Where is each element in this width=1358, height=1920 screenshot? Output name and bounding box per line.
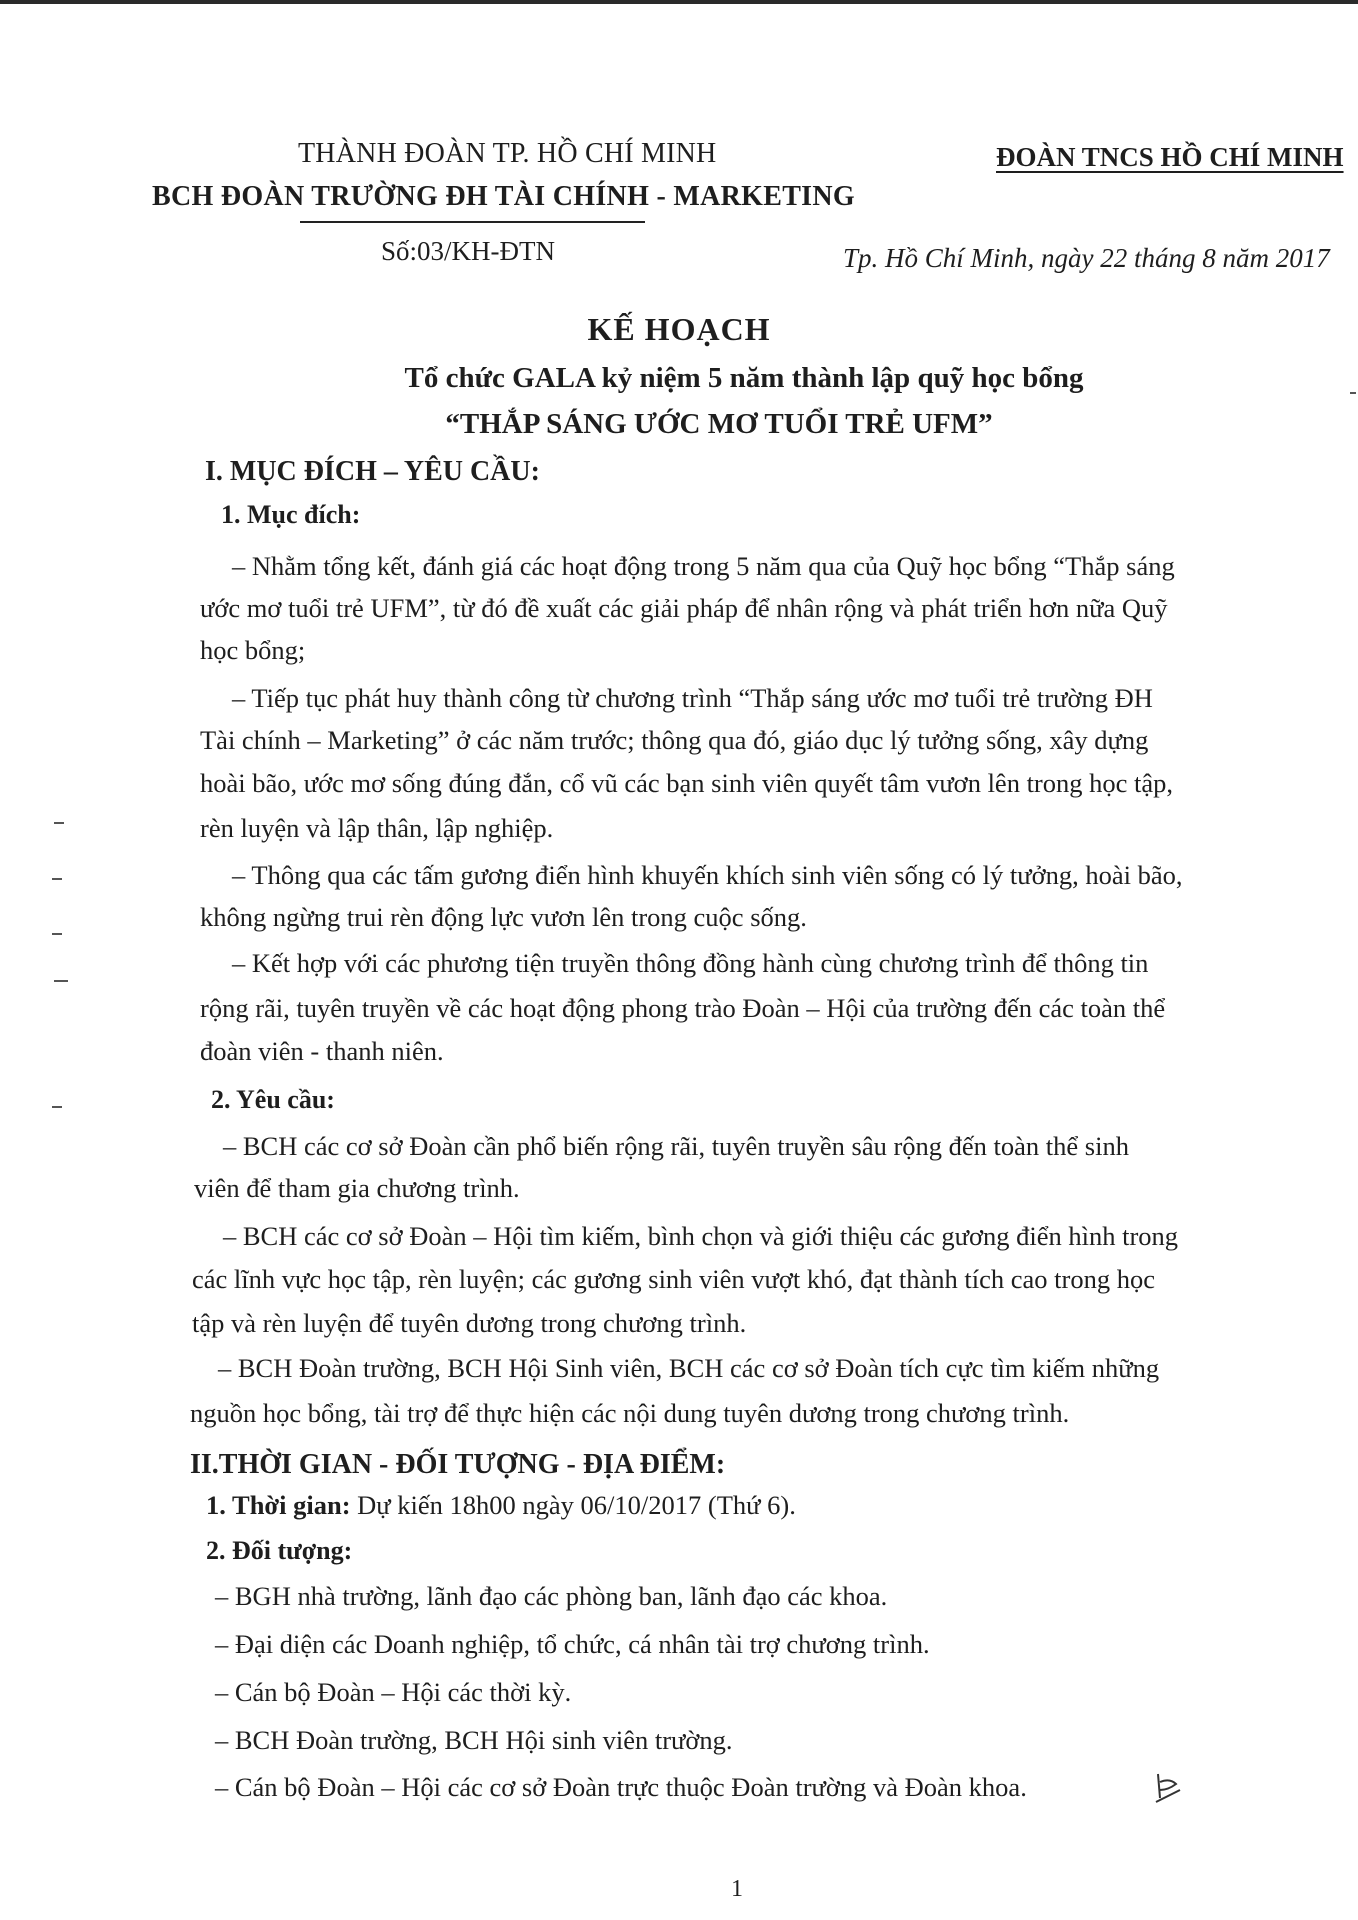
scan-top-edge: [0, 0, 1358, 4]
handwritten-initials-icon: [1150, 1768, 1186, 1808]
document-title: KẾ HOẠCH: [587, 311, 771, 347]
margin-mark: [52, 878, 62, 880]
purpose-line: Tài chính – Marketing” ở các năm trước; thông qua đó, giáo dục lý tưởng sống, xây dựng: [200, 725, 1149, 755]
audience-item: – BCH Đoàn trường, BCH Hội sinh viên trường.: [215, 1725, 733, 1755]
document-subtitle-2: “THẮP SÁNG ƯỚC MƠ TUỔI TRẺ UFM”: [445, 408, 993, 440]
requirements-heading: 2. Yêu cầu:: [211, 1085, 335, 1114]
audience-item: – Cán bộ Đoàn – Hội các thời kỳ.: [215, 1677, 572, 1707]
org-left-line1: THÀNH ĐOÀN TP. HỒ CHÍ MINH: [298, 138, 717, 169]
audience-item: – BGH nhà trường, lãnh đạo các phòng ban, lãnh đạo các khoa.: [215, 1581, 888, 1611]
purpose-heading: 1. Mục đích:: [221, 500, 361, 529]
purpose-line: hoài bão, ước mơ sống đúng đắn, cổ vũ các bạn sinh viên quyết tâm vươn lên trong học tập,: [200, 768, 1174, 798]
org-right: ĐOÀN TNCS HỒ CHÍ MINH: [996, 142, 1344, 172]
section-heading-1: I. MỤC ĐÍCH – YÊU CẦU:: [205, 456, 540, 487]
requirements-line: – BCH các cơ sở Đoàn – Hội tìm kiếm, bình chọn và giới thiệu các gương điển hình trong: [223, 1221, 1179, 1251]
purpose-line: rèn luyện và lập thân, lập nghiệp.: [200, 813, 554, 843]
page-number: 1: [731, 1876, 743, 1902]
margin-mark: [52, 933, 62, 935]
purpose-line: ước mơ tuổi trẻ UFM”, từ đó đề xuất các giải pháp để nhân rộng và phát triển hơn nữa Quỹ: [200, 593, 1168, 623]
purpose-line: không ngừng trui rèn động lực vươn lên trong cuộc sống.: [200, 902, 807, 932]
document-number: Số:03/KH-ĐTN: [381, 236, 555, 266]
audience-heading: 2. Đối tượng:: [206, 1536, 353, 1565]
requirements-line: nguồn học bổng, tài trợ để thực hiện các nội dung tuyên dương trong chương trình.: [190, 1398, 1070, 1428]
purpose-line: rộng rãi, tuyên truyền về các hoạt động phong trào Đoàn – Hội của trường đến các toàn thể: [200, 993, 1166, 1023]
purpose-line: – Tiếp tục phát huy thành công từ chương trình “Thắp sáng ước mơ tuổi trẻ trường ĐH: [232, 683, 1153, 713]
requirements-line: – BCH Đoàn trường, BCH Hội Sinh viên, BCH các cơ sở Đoàn tích cực tìm kiếm những: [218, 1353, 1160, 1383]
margin-mark: [52, 1106, 62, 1108]
purpose-line: – Nhằm tổng kết, đánh giá các hoạt động trong 5 năm qua của Quỹ học bổng “Thắp sáng: [232, 551, 1175, 581]
purpose-line: – Kết hợp với các phương tiện truyền thông đồng hành cùng chương trình để thông tin: [232, 948, 1149, 978]
margin-mark: [54, 980, 68, 982]
document-date: Tp. Hồ Chí Minh, ngày 22 tháng 8 năm 2017: [843, 243, 1330, 273]
requirements-line: tập và rèn luyện để tuyên dương trong chương trình.: [192, 1308, 747, 1338]
document-subtitle-1: Tổ chức GALA kỷ niệm 5 năm thành lập quỹ học bổng: [404, 362, 1084, 394]
section-heading-2: II.THỜI GIAN - ĐỐI TƯỢNG - ĐỊA ĐIỂM:: [190, 1449, 726, 1480]
requirements-line: – BCH các cơ sở Đoàn cần phổ biến rộng rãi, tuyên truyền sâu rộng đến toàn thể sinh: [223, 1131, 1129, 1161]
requirements-line: viên để tham gia chương trình.: [194, 1173, 520, 1203]
org-left-line2: BCH ĐOÀN TRƯỜNG ĐH TÀI CHÍNH - MARKETING: [152, 181, 855, 212]
requirements-line: các lĩnh vực học tập, rèn luyện; các gương sinh viên vượt khó, đạt thành tích cao trong học: [192, 1264, 1156, 1294]
purpose-line: – Thông qua các tấm gương điển hình khuyến khích sinh viên sống có lý tưởng, hoài bão,: [232, 860, 1183, 890]
purpose-line: đoàn viên - thanh niên.: [200, 1036, 444, 1066]
time-value: Dự kiến 18h00 ngày 06/10/2017 (Thứ 6).: [357, 1490, 796, 1520]
header-divider: [300, 221, 645, 223]
time-row: [206, 1492, 796, 1519]
time-label: 1. Thời gian:: [206, 1490, 351, 1520]
audience-item: – Cán bộ Đoàn – Hội các cơ sở Đoàn trực thuộc Đoàn trường và Đoàn khoa.: [215, 1772, 1027, 1802]
margin-mark: [54, 822, 64, 824]
margin-mark: [1350, 392, 1356, 394]
purpose-line: học bổng;: [200, 635, 306, 665]
audience-item: – Đại diện các Doanh nghiệp, tổ chức, cá nhân tài trợ chương trình.: [215, 1629, 930, 1659]
